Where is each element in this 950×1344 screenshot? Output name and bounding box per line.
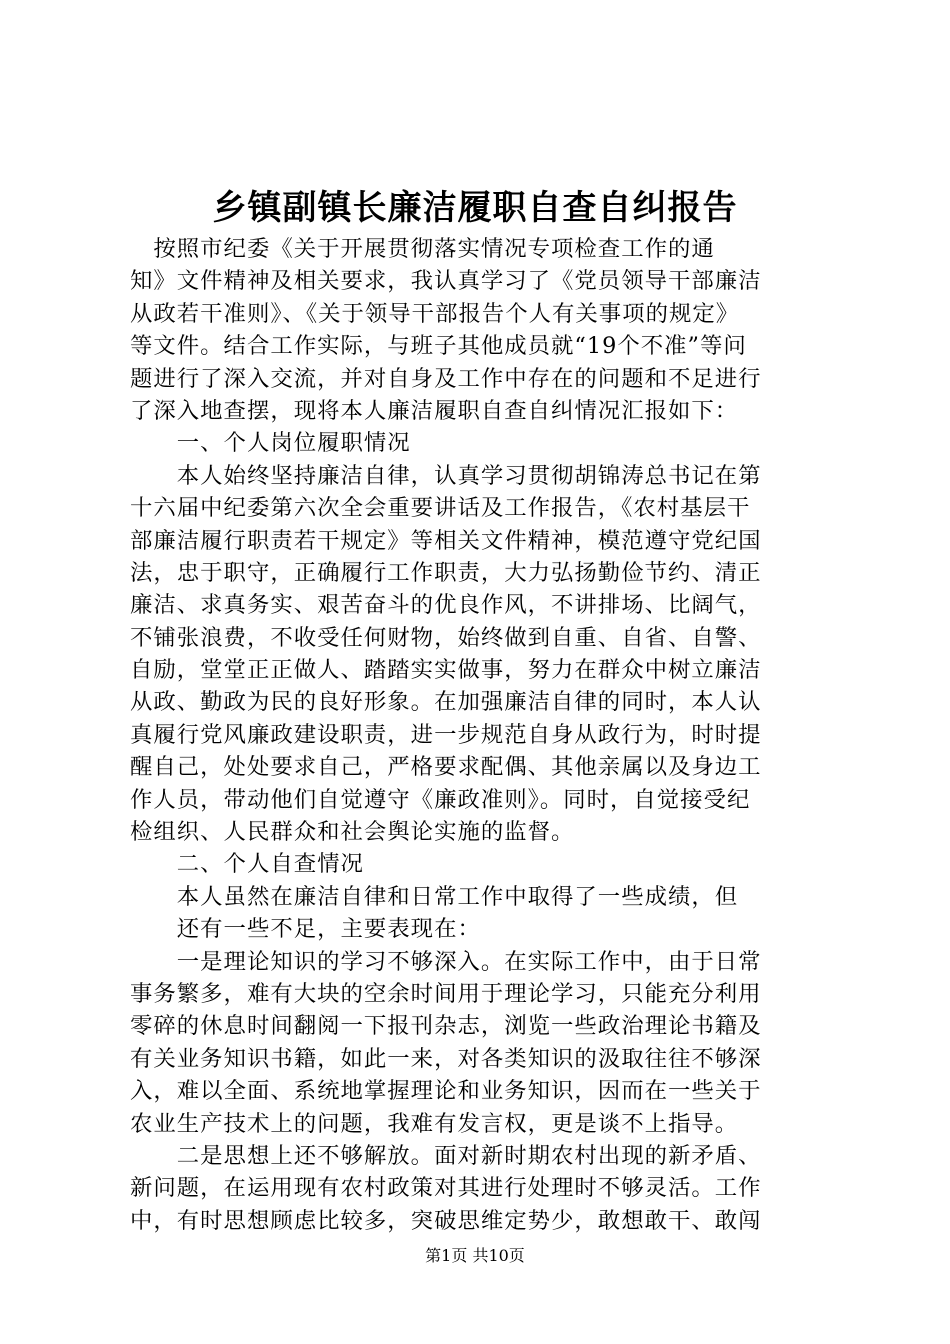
body-line: 从政、勤政为民的良好形象。在加强廉洁自律的同时，本人认 [130,689,762,716]
body-line: 十六届中纪委第六次全会重要讲话及工作报告，《农村基层干 [130,495,751,522]
document-title: 乡镇副镇长廉洁履职自查自纠报告 [212,188,738,228]
body-line: 题进行了深入交流，并对自身及工作中存在的问题和不足进行 [130,365,762,392]
body-line: 不铺张浪费，不收受任何财物，始终做到自重、自省、自警、 [130,624,762,651]
body-line: 真履行党风廉政建设职责，进一步规范自身从政行为，时时提 [130,721,762,748]
body-line: 按照市纪委《关于开展贯彻落实情况专项检查工作的通 [130,236,715,262]
body-line: 本人始终坚持廉洁自律，认真学习贯彻胡锦涛总书记在第 [130,462,762,489]
body-line: 农业生产技术上的问题，我难有发言权，更是谈不上指导。 [130,1110,739,1137]
body-line: 事务繁多，难有大块的空余时间用于理论学习，只能充分利用 [130,980,762,1007]
body-line: 入，难以全面、系统地掌握理论和业务知识，因而在一些关于 [130,1078,762,1105]
body-line: 零碎的休息时间翻阅一下报刊杂志，浏览一些政治理论书籍及 [130,1013,762,1040]
body-line: 醒自己，处处要求自己，严格要求配偶、其他亲属以及身边工 [130,754,762,781]
page-footer: 第1页 共10页 [425,1246,525,1265]
body-line: 知》文件精神及相关要求，我认真学习了《党员领导干部廉洁 [130,268,762,295]
body-line: 中，有时思想顾虑比较多，突破思维定势少，敢想敢干、敢闯 [130,1207,762,1234]
body-line: 法，忠于职守，正确履行工作职责，大力弘扬勤俭节约、清正 [130,559,762,586]
body-line: 还有一些不足，主要表现在： [130,916,481,943]
body-line: 从政若干准则》、《关于领导干部报告个人有关事项的规定》 [130,300,740,327]
body-line: 部廉洁履行职责若干规定》等相关文件精神，模范遵守党纪国 [130,527,762,554]
body-line: 检组织、人民群众和社会舆论实施的监督。 [130,819,575,846]
document-body [130,233,830,1237]
body-line: 作人员，带动他们自觉遵守《廉政准则》。同时，自觉接受纪 [130,786,751,813]
body-line: 一、个人岗位履职情况 [130,430,411,457]
body-line: 新问题，在运用现有农村政策对其进行处理时不够灵活。工作 [130,1175,762,1202]
body-line: 一是理论知识的学习不够深入。在实际工作中，由于日常 [130,948,762,975]
body-line: 二、个人自查情况 [130,851,364,878]
body-line: 自励，堂堂正正做人、踏踏实实做事，努力在群众中树立廉洁 [130,657,762,684]
body-line: 廉洁、求真务实、艰苦奋斗的优良作风，不讲排场、比阔气， [130,592,762,619]
body-line: 二是思想上还不够解放。面对新时期农村出现的新矛盾、 [130,1142,762,1169]
body-line: 了深入地查摆，现将本人廉洁履职自查自纠情况汇报如下： [130,397,739,424]
body-line: 等文件。结合工作实际，与班子其他成员就“19个不准”等问 [130,333,747,360]
body-line: 本人虽然在廉洁自律和日常工作中取得了一些成绩，但 [130,883,739,910]
body-line: 有关业务知识书籍，如此一来，对各类知识的汲取往往不够深 [130,1045,762,1072]
